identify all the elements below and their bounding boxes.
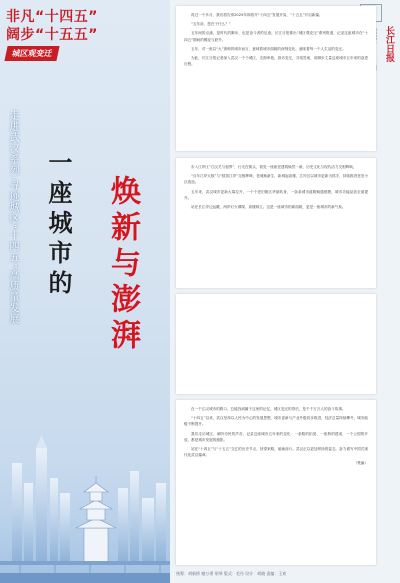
paragraph: 再过一个多月，我们将告别2025年即将开“十四五”发展开局，“十五五”开启新篇。 <box>191 13 323 17</box>
article-section-4 <box>176 400 376 565</box>
left-banner <box>0 0 170 583</box>
page-credits: 统筹：胡新桥 谢万勇 胡琴 版式：毛丹 设计：胡晓 责编：王欢 <box>176 571 287 576</box>
city-skyline-illustration <box>0 433 170 583</box>
side-subtitle: 走进武汉系列·寻迹城区“十四五”高质量发展 <box>7 110 18 325</box>
header-line-1: 非凡“十四五” <box>6 9 98 25</box>
paragraph: “百年江岸大数”与“数智江岸”交相辉映，老城焕新生，新城起高楼，江岸区以城市更新为抓手，持续推进老旧小区改造。 <box>184 174 368 185</box>
title-part-2: 焕新与澎湃 <box>105 175 140 355</box>
paragraph: 为此，长江日报记者深入武汉一个个城区，走街串巷，探访变迁，寻找答案，用脚步丈量这座城市五年来的奋进历程。 <box>184 56 368 67</box>
paragraph: 五年来，武汉城市更新大幕拉开，一个个老旧街区华丽转身，一条条城市道路畅通便捷，城市功能品质全面提升。 <box>184 189 368 200</box>
paragraph: 五年，对一座以“大”著称的城市而言，意味着城市面貌的深刻变化，意味着每一个人生活的变迁。 <box>191 46 346 51</box>
article-section-1 <box>176 6 376 151</box>
paragraph: “五年前，您在干什么？” <box>191 22 231 27</box>
article-section-3-blank <box>176 294 376 394</box>
author-signature: （楚编） <box>353 461 368 466</box>
paragraph: “十四五”以来，武汉坚持以人民为中心的发展思想，城市更新与产业升级同步推进，经济总量持续攀升，城市能级不断提升。 <box>184 416 368 427</box>
paragraph: 五年间的点滴，是时代的脚步，也是奋斗者的足迹。长江日报推出“城区观变迁”系列报道，记录这座城市在“十四五”期间的蝶变与跃升。 <box>184 31 368 42</box>
header-line-2: 阔步“十五五” <box>6 27 98 43</box>
newspaper-logo: 长江日报 <box>384 26 394 62</box>
paragraph: 站在长江岸边远眺，两岸灯火璀璨，高楼林立。这是一座城市的新面貌，更是一座城市的新气象。 <box>191 205 346 210</box>
paragraph: 在一个江汉城市的路口，总能找到属于这里的记忆。城区变迁的背后，是千千万万人的奋斗故事。 <box>191 407 346 411</box>
series-tag: 城区观变迁 <box>4 46 59 61</box>
paragraph: 我们走访城区，倾听市民的声音，记录这座城市五年来的变化：一条路的拓宽、一座桥的建成、一个公园的开放，都是城市发展的缩影。 <box>184 431 368 442</box>
paragraph: 步入江岸区“江汉关与租界”，行走在街头，看见一座座老建筑焕然一新，历史文化与现代活力交相辉映。 <box>191 165 357 169</box>
article-section-2 <box>176 158 376 288</box>
paragraph: 站在“十四五”与“十五五”交汇的历史节点，回望来路，砥砺前行。武汉正以更加昂扬的姿态，奋力谱写中国式现代化武汉篇章。 <box>184 447 368 458</box>
title-part-1: 一座城市的 <box>44 150 73 300</box>
